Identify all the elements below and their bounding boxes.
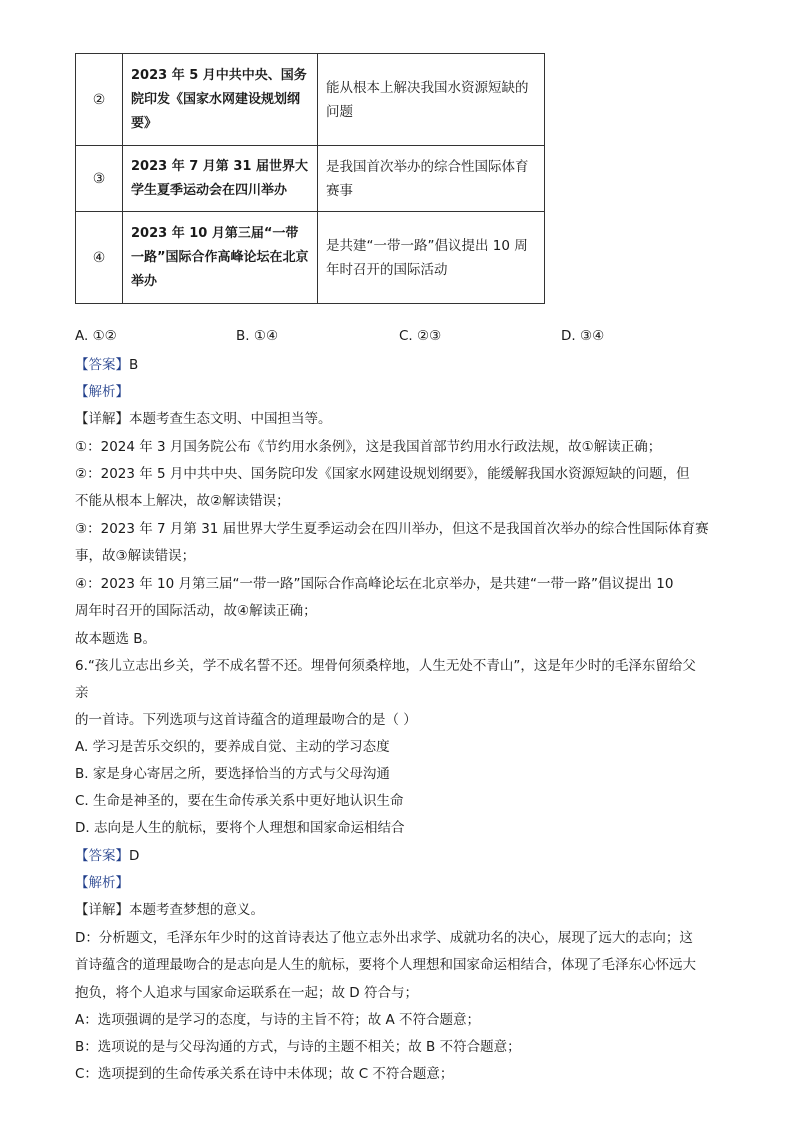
q6-detail-line: D：分析题文，毛泽东年少时的这首诗表达了他立志外出求学、成就功名的决心，展现了远大的志向；这 — [75, 930, 693, 946]
q6-detail-line: B：选项说的是与父母沟通的方式，与诗的主题不相关；故 B 不符合题意； — [75, 1039, 521, 1055]
q5-analysis-tag: 【解析】 — [75, 384, 129, 400]
q6-stem-line: 6.“孩儿立志出乡关，学不成名誓不还。埋骨何须桑梓地，人生无处不青山”，这是年少时的毛泽东留给父 — [75, 658, 696, 674]
q6-option-c: C. 生命是神圣的，要在生命传承关系中更好地认识生命 — [75, 793, 404, 809]
q5-option-c: C. ②③ — [399, 328, 442, 344]
event-cell: 2023 年 10 月第三届“一带一路”国际合作高峰论坛在北京举办 — [123, 212, 318, 304]
q5-option-d: D. ③④ — [561, 328, 605, 344]
detail-tag: 【详解】 — [75, 411, 129, 427]
q5-option-b: B. ①④ — [236, 328, 279, 344]
table-row — [76, 54, 545, 146]
answer-value: D — [129, 848, 140, 864]
q5-detail-line: 【详解】本题考查生态文明、中国担当等。 — [75, 411, 332, 427]
q6-option-a: A. 学习是苦乐交织的，要养成自觉、主动的学习态度 — [75, 739, 390, 755]
answer-tag: 【答案】 — [75, 357, 129, 373]
claim-cell: 能从根本上解决我国水资源短缺的问题 — [318, 54, 545, 146]
claim-cell: 是共建“一带一路”倡议提出 10 周年时召开的国际活动 — [318, 212, 545, 304]
q5-detail-line: 不能从根本上解决，故②解读错误； — [75, 493, 290, 509]
event-cell: 2023 年 7 月第 31 届世界大学生夏季运动会在四川举办 — [123, 146, 318, 212]
q5-detail-line: ④：2023 年 10 月第三届“一带一路”国际合作高峰论坛在北京举办，是共建“一带一路”倡议提出 10 — [75, 576, 674, 592]
row-number: ③ — [76, 146, 123, 212]
answer-value: B — [129, 357, 139, 373]
q6-stem-line: 亲 — [75, 685, 89, 701]
q6-detail-line: 【详解】本题考查梦想的意义。 — [75, 902, 264, 918]
detail-tag: 【详解】 — [75, 902, 129, 918]
row-number: ④ — [76, 212, 123, 304]
q5-options — [75, 328, 715, 350]
q6-analysis-tag: 【解析】 — [75, 875, 129, 891]
answer-tag: 【答案】 — [75, 848, 129, 864]
q6-option-b: B. 家是身心寄居之所，要选择恰当的方式与父母沟通 — [75, 766, 390, 782]
q5-detail-line: ②：2023 年 5 月中共中央、国务院印发《国家水网建设规划纲要》，能缓解我国水资源短缺的问题，但 — [75, 466, 690, 482]
q5-detail-line: 故本题选 B。 — [75, 631, 157, 647]
event-cell: 2023 年 5 月中共中央、国务院印发《国家水网建设规划纲要》 — [123, 54, 318, 146]
q6-detail-line: 首诗蕴含的道理最吻合的是志向是人生的航标，要将个人理想和国家命运相结合，体现了毛泽东心怀远大 — [75, 957, 696, 973]
table-row — [76, 146, 545, 212]
q6-detail-line: A：选项强调的是学习的态度，与诗的主旨不符；故 A 不符合题意； — [75, 1012, 481, 1028]
row-number: ② — [76, 54, 123, 146]
q5-option-a: A. ①② — [75, 328, 117, 344]
q6-detail-line: C：选项提到的生命传承关系在诗中未体现；故 C 不符合题意； — [75, 1066, 454, 1082]
table-row — [76, 212, 545, 304]
statement-table — [75, 53, 545, 304]
q5-detail-line: ③：2023 年 7 月第 31 届世界大学生夏季运动会在四川举办，但这不是我国首次举办的综合性国际体育赛 — [75, 521, 709, 537]
q5-answer — [75, 354, 725, 376]
q6-stem-line: 的一首诗。下列选项与这首诗蕴含的道理最吻合的是（ ） — [75, 712, 417, 728]
q5-detail-line: 周年时召开的国际活动，故④解读正确； — [75, 603, 317, 619]
claim-cell: 是我国首次举办的综合性国际体育赛事 — [318, 146, 545, 212]
q6-answer — [75, 845, 725, 867]
q5-detail-line: ①：2024 年 3 月国务院公布《节约用水条例》，这是我国首部节约用水行政法规，故①解读正确； — [75, 439, 662, 455]
q6-option-d: D. 志向是人生的航标，要将个人理想和国家命运相结合 — [75, 820, 405, 836]
q5-detail-line: 事，故③解读错误； — [75, 548, 196, 564]
q6-detail-line: 抱负，将个人追求与国家命运联系在一起；故 D 符合与； — [75, 985, 418, 1001]
